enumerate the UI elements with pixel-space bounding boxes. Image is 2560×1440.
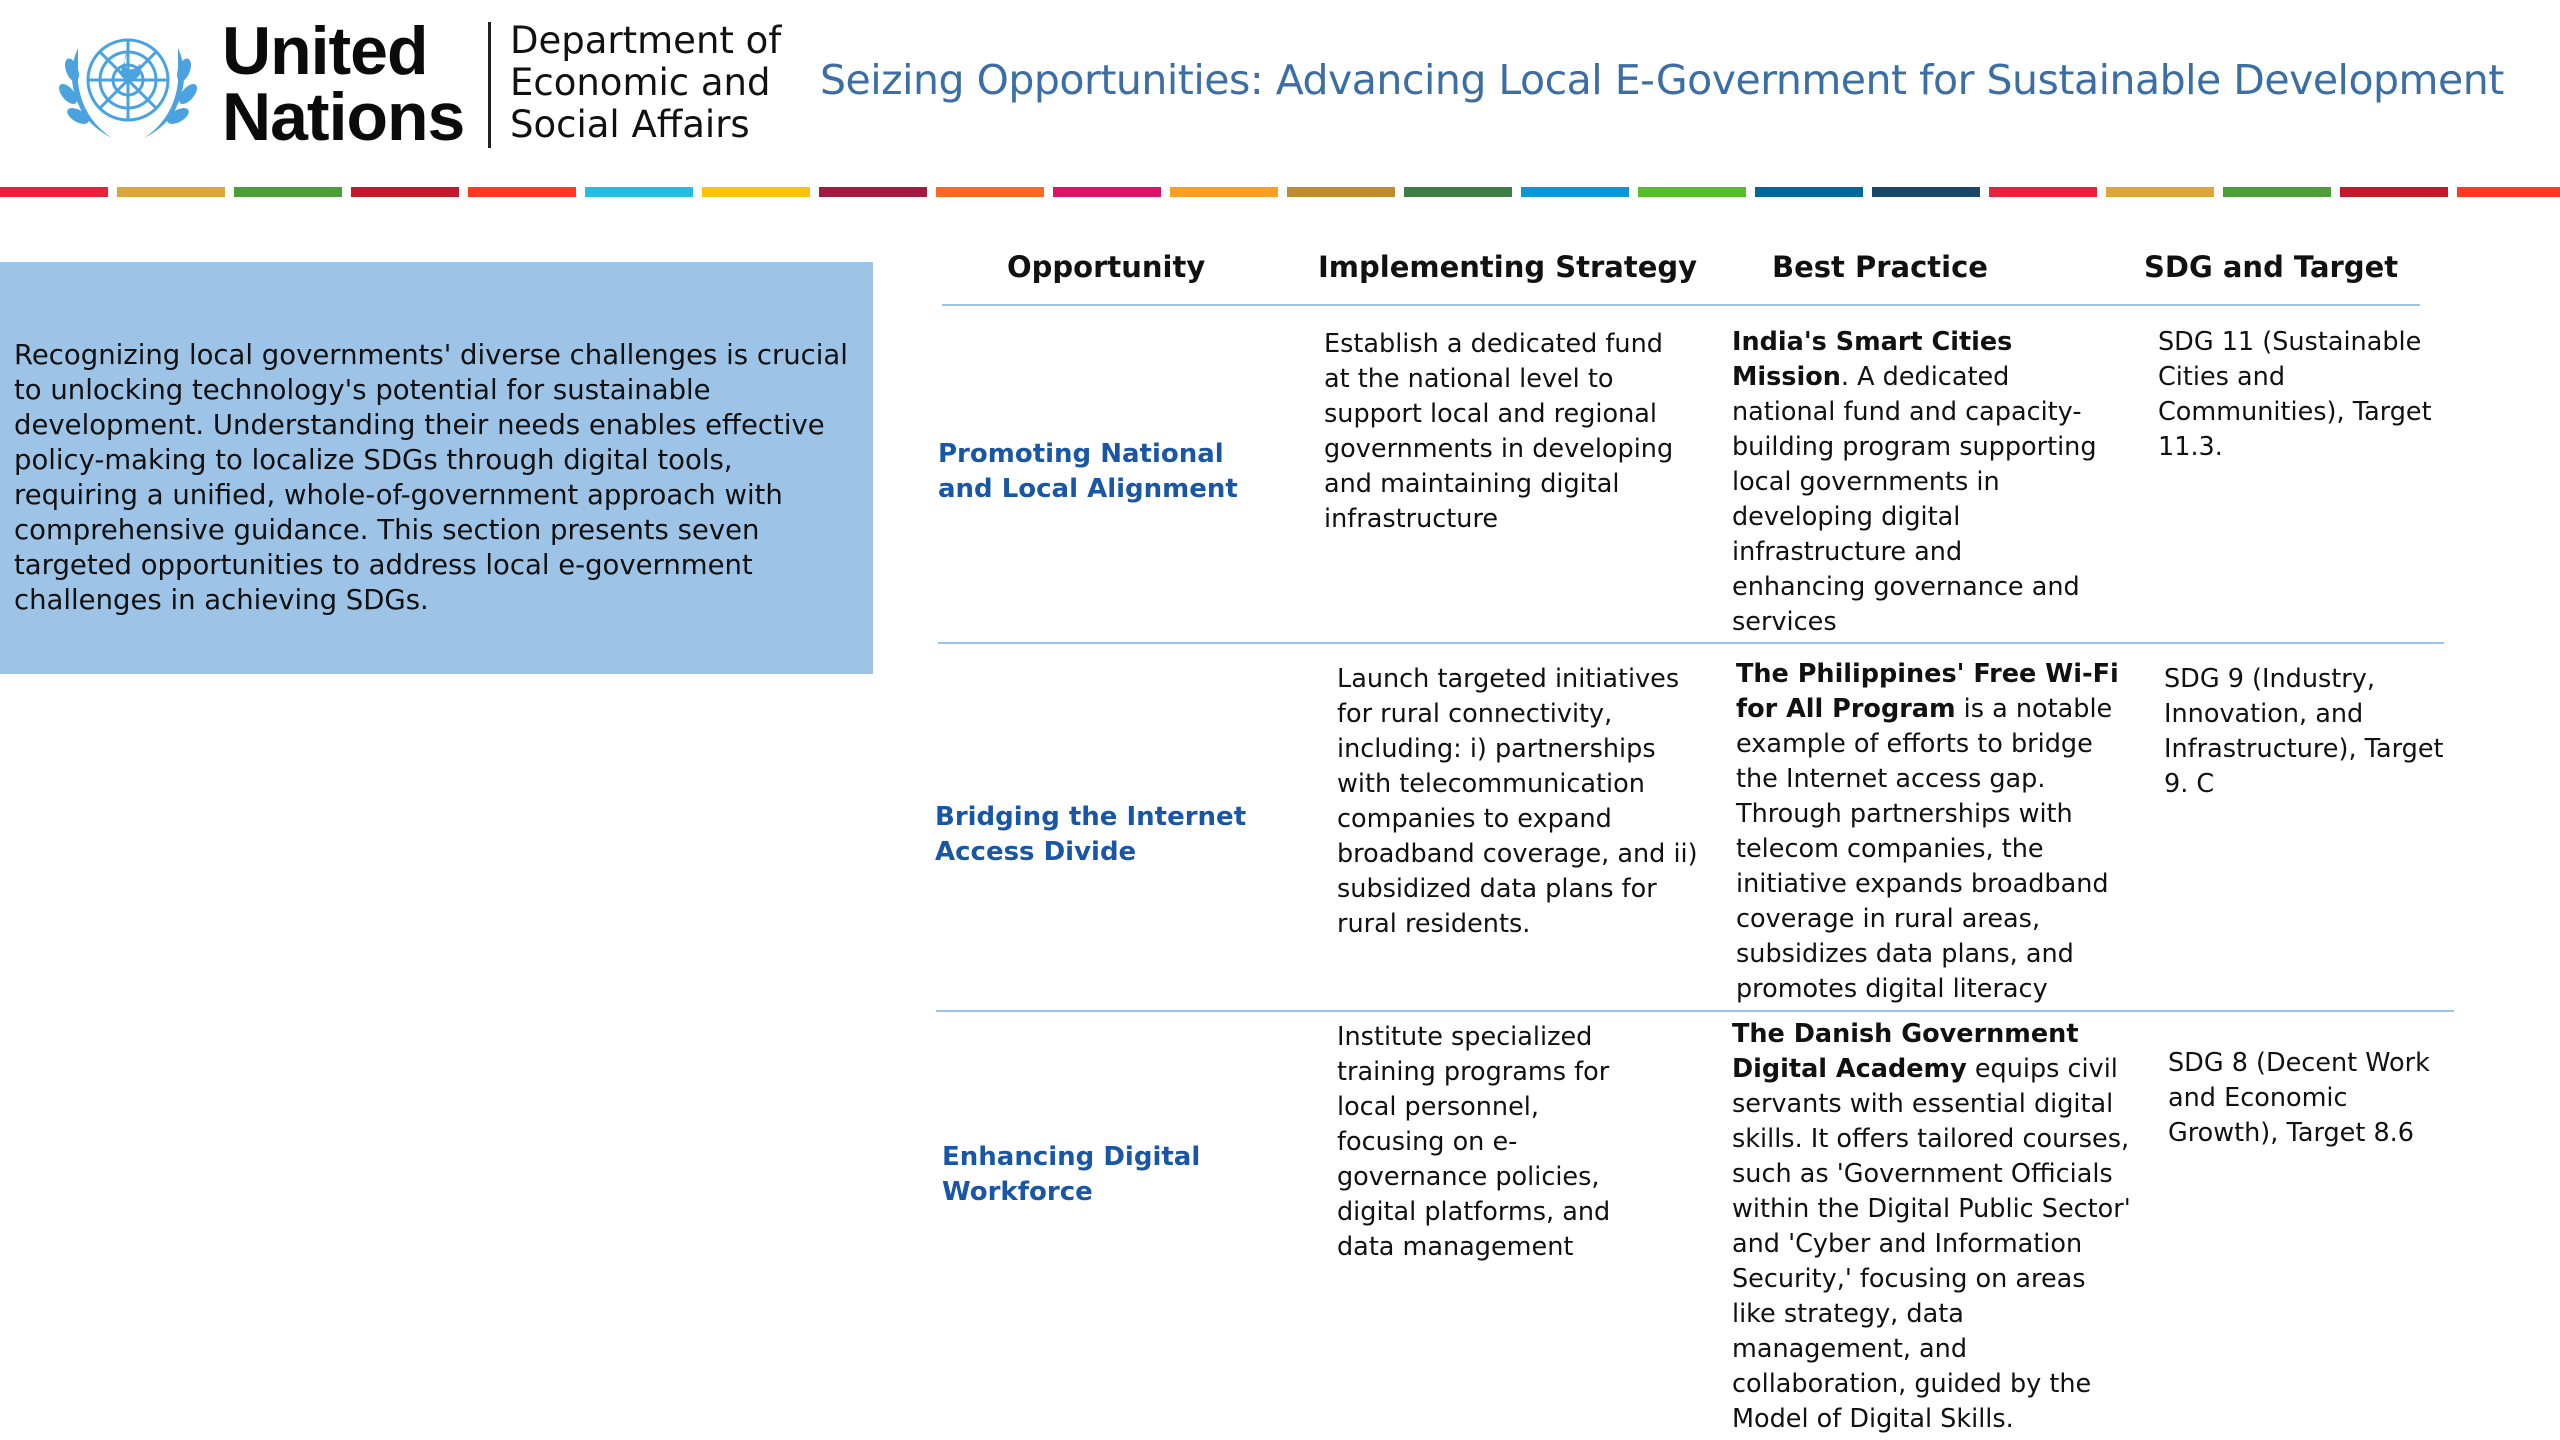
un-emblem-icon xyxy=(50,18,206,148)
department-name-line1: Department of xyxy=(510,19,782,62)
sdg-color-segment xyxy=(1521,187,1629,197)
table-header-rule xyxy=(942,304,2420,306)
row3-practice-title: The Danish Government Digital Academy xyxy=(1732,1019,2079,1084)
sdg-color-segment xyxy=(0,187,108,197)
sdg-color-segment xyxy=(1053,187,1161,197)
row3-opportunity: Enhancing Digital Workforce xyxy=(942,1142,1201,1207)
row2-opportunity: Bridging the Internet Access Divide xyxy=(935,802,1247,867)
row3-practice-text: equips civil servants with essential digital skills. It offers tailored courses, such as 'Government Officials within the Digital Public Sector' and 'Cyber and Information Security,' focusing on areas like strategy, data management, and collaboration, guided by the Model of Digital Skills. xyxy=(1732,1054,2131,1434)
sdg-color-segment xyxy=(1638,187,1746,197)
row3-strategy: Institute specialized training programs for local personnel, focusing on e-governance policies, digital platforms, and data management xyxy=(1337,1022,1611,1262)
sdg-color-segment xyxy=(819,187,927,197)
sdg-color-segment xyxy=(468,187,576,197)
header-divider xyxy=(488,22,491,148)
sdg-color-strip xyxy=(0,187,2560,197)
intro-box xyxy=(0,262,873,674)
sdg-color-segment xyxy=(1989,187,2097,197)
sdg-color-segment xyxy=(2106,187,2214,197)
sdg-color-segment xyxy=(117,187,225,197)
sdg-color-segment xyxy=(702,187,810,197)
row1-best-practice xyxy=(1732,325,2102,640)
column-header-best-practice: Best Practice xyxy=(1772,250,1988,284)
row1-sdg: SDG 11 (Sustainable Cities and Communities), Target 11.3. xyxy=(2158,327,2432,462)
sdg-color-segment xyxy=(2223,187,2331,197)
row2-sdg: SDG 9 (Industry, Innovation, and Infrastructure), Target 9. C xyxy=(2164,664,2444,799)
org-name-line2: Nations xyxy=(222,79,465,155)
row2-practice-text: is a notable example of efforts to bridge the Internet access gap. Through partnerships with telecom companies, the initiative expands broadband coverage in rural areas, subsidizes data plans, and promotes digital literacy xyxy=(1736,694,2113,1004)
row1-practice-text: . A dedicated national fund and capacity-building program supporting local governments in developing digital infrastructure and enhancing governance and services xyxy=(1732,362,2097,637)
row2-practice-title: The Philippines' Free Wi-Fi for All Program xyxy=(1736,659,2119,724)
sdg-color-segment xyxy=(2457,187,2560,197)
row-divider-2 xyxy=(936,1010,2454,1012)
row2-best-practice xyxy=(1736,657,2126,1007)
sdg-color-segment xyxy=(1755,187,1863,197)
column-header-strategy: Implementing Strategy xyxy=(1318,250,1698,284)
sdg-color-segment xyxy=(936,187,1044,197)
department-name xyxy=(510,20,781,146)
row3-sdg: SDG 8 (Decent Work and Economic Growth), Target 8.6 xyxy=(2168,1048,2430,1148)
row1-strategy: Establish a dedicated fund at the national level to support local and regional governments in developing and maintaining digital infrastructure xyxy=(1324,329,1674,534)
sdg-color-segment xyxy=(2340,187,2448,197)
row2-strategy: Launch targeted initiatives for rural connectivity, including: i) partnerships with telecommunication companies to expand broadband coverage, and ii) subsidized data plans for rural residents. xyxy=(1337,664,1698,939)
sdg-color-segment xyxy=(351,187,459,197)
intro-text: Recognizing local governments' diverse challenges is crucial to unlocking technology's potential for sustainable development. Understanding their needs enables effective policy-making to localize SDGs through digital tools, requiring a unified, whole-of-government approach with comprehensive guidance. This section presents seven targeted opportunities to address local e-government challenges in achieving SDGs. xyxy=(14,339,848,616)
org-name-line1: United xyxy=(222,13,428,89)
sdg-color-segment xyxy=(1287,187,1395,197)
page-title: Seizing Opportunities: Advancing Local E-Government for Sustainable Development xyxy=(820,56,2504,104)
sdg-color-segment xyxy=(1872,187,1980,197)
sdg-color-segment xyxy=(1170,187,1278,197)
column-header-sdg: SDG and Target xyxy=(2144,250,2399,284)
department-name-line2: Economic and xyxy=(510,61,771,104)
department-name-line3: Social Affairs xyxy=(510,103,750,146)
sdg-color-segment xyxy=(234,187,342,197)
row1-practice-title: India's Smart Cities Mission xyxy=(1732,327,2013,392)
sdg-color-segment xyxy=(1404,187,1512,197)
sdg-color-segment xyxy=(585,187,693,197)
row3-best-practice xyxy=(1732,1017,2132,1437)
row1-opportunity: Promoting National and Local Alignment xyxy=(938,439,1238,504)
header xyxy=(0,0,2560,180)
org-name xyxy=(222,13,465,155)
row-divider-1 xyxy=(938,642,2444,644)
column-header-opportunity: Opportunity xyxy=(1007,250,1206,284)
